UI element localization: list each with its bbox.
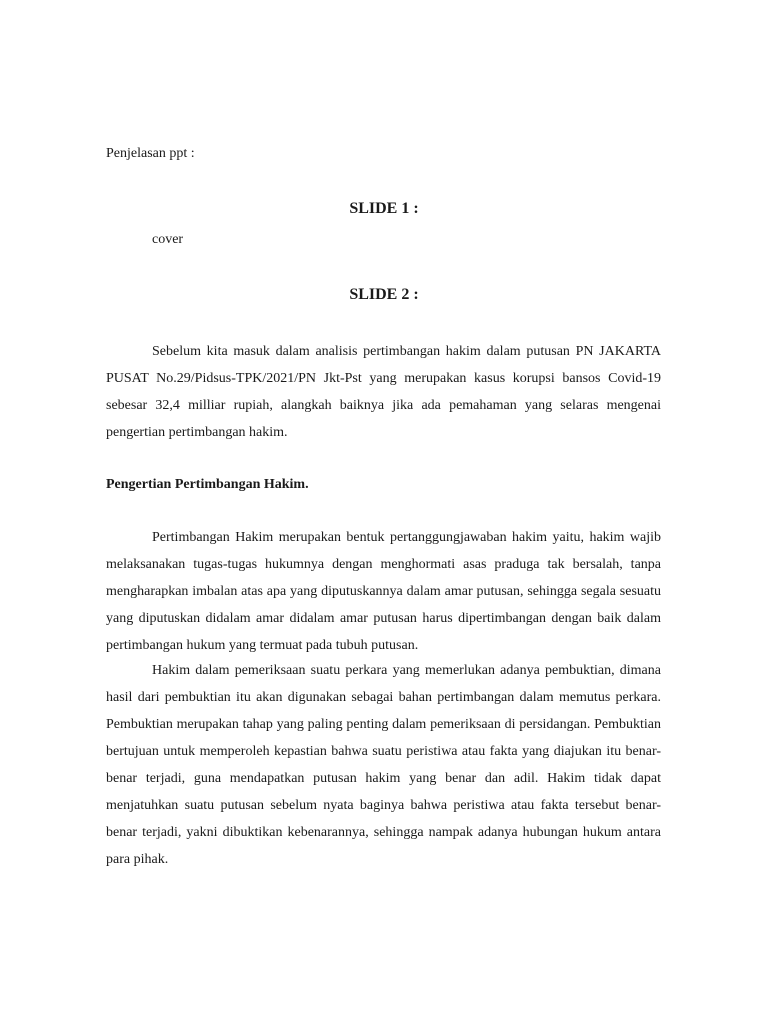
slide-1-heading: SLIDE 1 : xyxy=(349,200,419,217)
intro-label: Penjelasan ppt : xyxy=(106,146,195,161)
section-heading: Pengertian Pertimbangan Hakim. xyxy=(106,477,309,492)
body-paragraph-1: Pertimbangan Hakim merupakan bentuk pertanggungjawaban hakim yaitu, hakim wajib melaksanakan tugas-tugas hukumnya dengan menghormati asas praduga tak bersalah, tanpa mengharapkan imbalan atas apa yang diputuskannya dalam amar putusan, sehingga segala sesuatu yang diputuskan didalam amar didalam amar putusan harus dipertimbangan dengan baik dalam pertimbangan hukum yang termuat pada tubuh putusan. xyxy=(106,530,661,653)
body-paragraph-2: Hakim dalam pemeriksaan suatu perkara yang memerlukan adanya pembuktian, dimana hasil dari pembuktian itu akan digunakan sebagai bahan pertimbangan dalam memutus perkara. Pembuktian merupakan tahap yang paling penting dalam pemeriksaan di persidangan. Pembuktian bertujuan untuk memperoleh kepastian bahwa suatu peristiwa atau fakta yang diajukan itu benar-benar terjadi, guna mendapatkan putusan hakim yang benar dan adil. Hakim tidak dapat menjatuhkan suatu putusan sebelum nyata baginya bahwa peristiwa atau fakta tersebut benar-benar terjadi, yakni dibuktikan kebenarannya, sehingga nampak adanya hubungan hukum antara para pihak. xyxy=(106,663,661,867)
opening-paragraph: Sebelum kita masuk dalam analisis pertimbangan hakim dalam putusan PN JAKARTA PUSAT No.29/Pidsus-TPK/2021/PN Jkt-Pst yang merupakan kasus korupsi bansos Covid-19 sebesar 32,4 milliar rupiah, alangkah baiknya jika ada pemahaman yang selaras mengenai pengertian pertimbangan hakim. xyxy=(106,344,661,440)
slide-2-heading: SLIDE 2 : xyxy=(349,286,419,303)
slide-1-cover-item: cover xyxy=(152,232,184,247)
